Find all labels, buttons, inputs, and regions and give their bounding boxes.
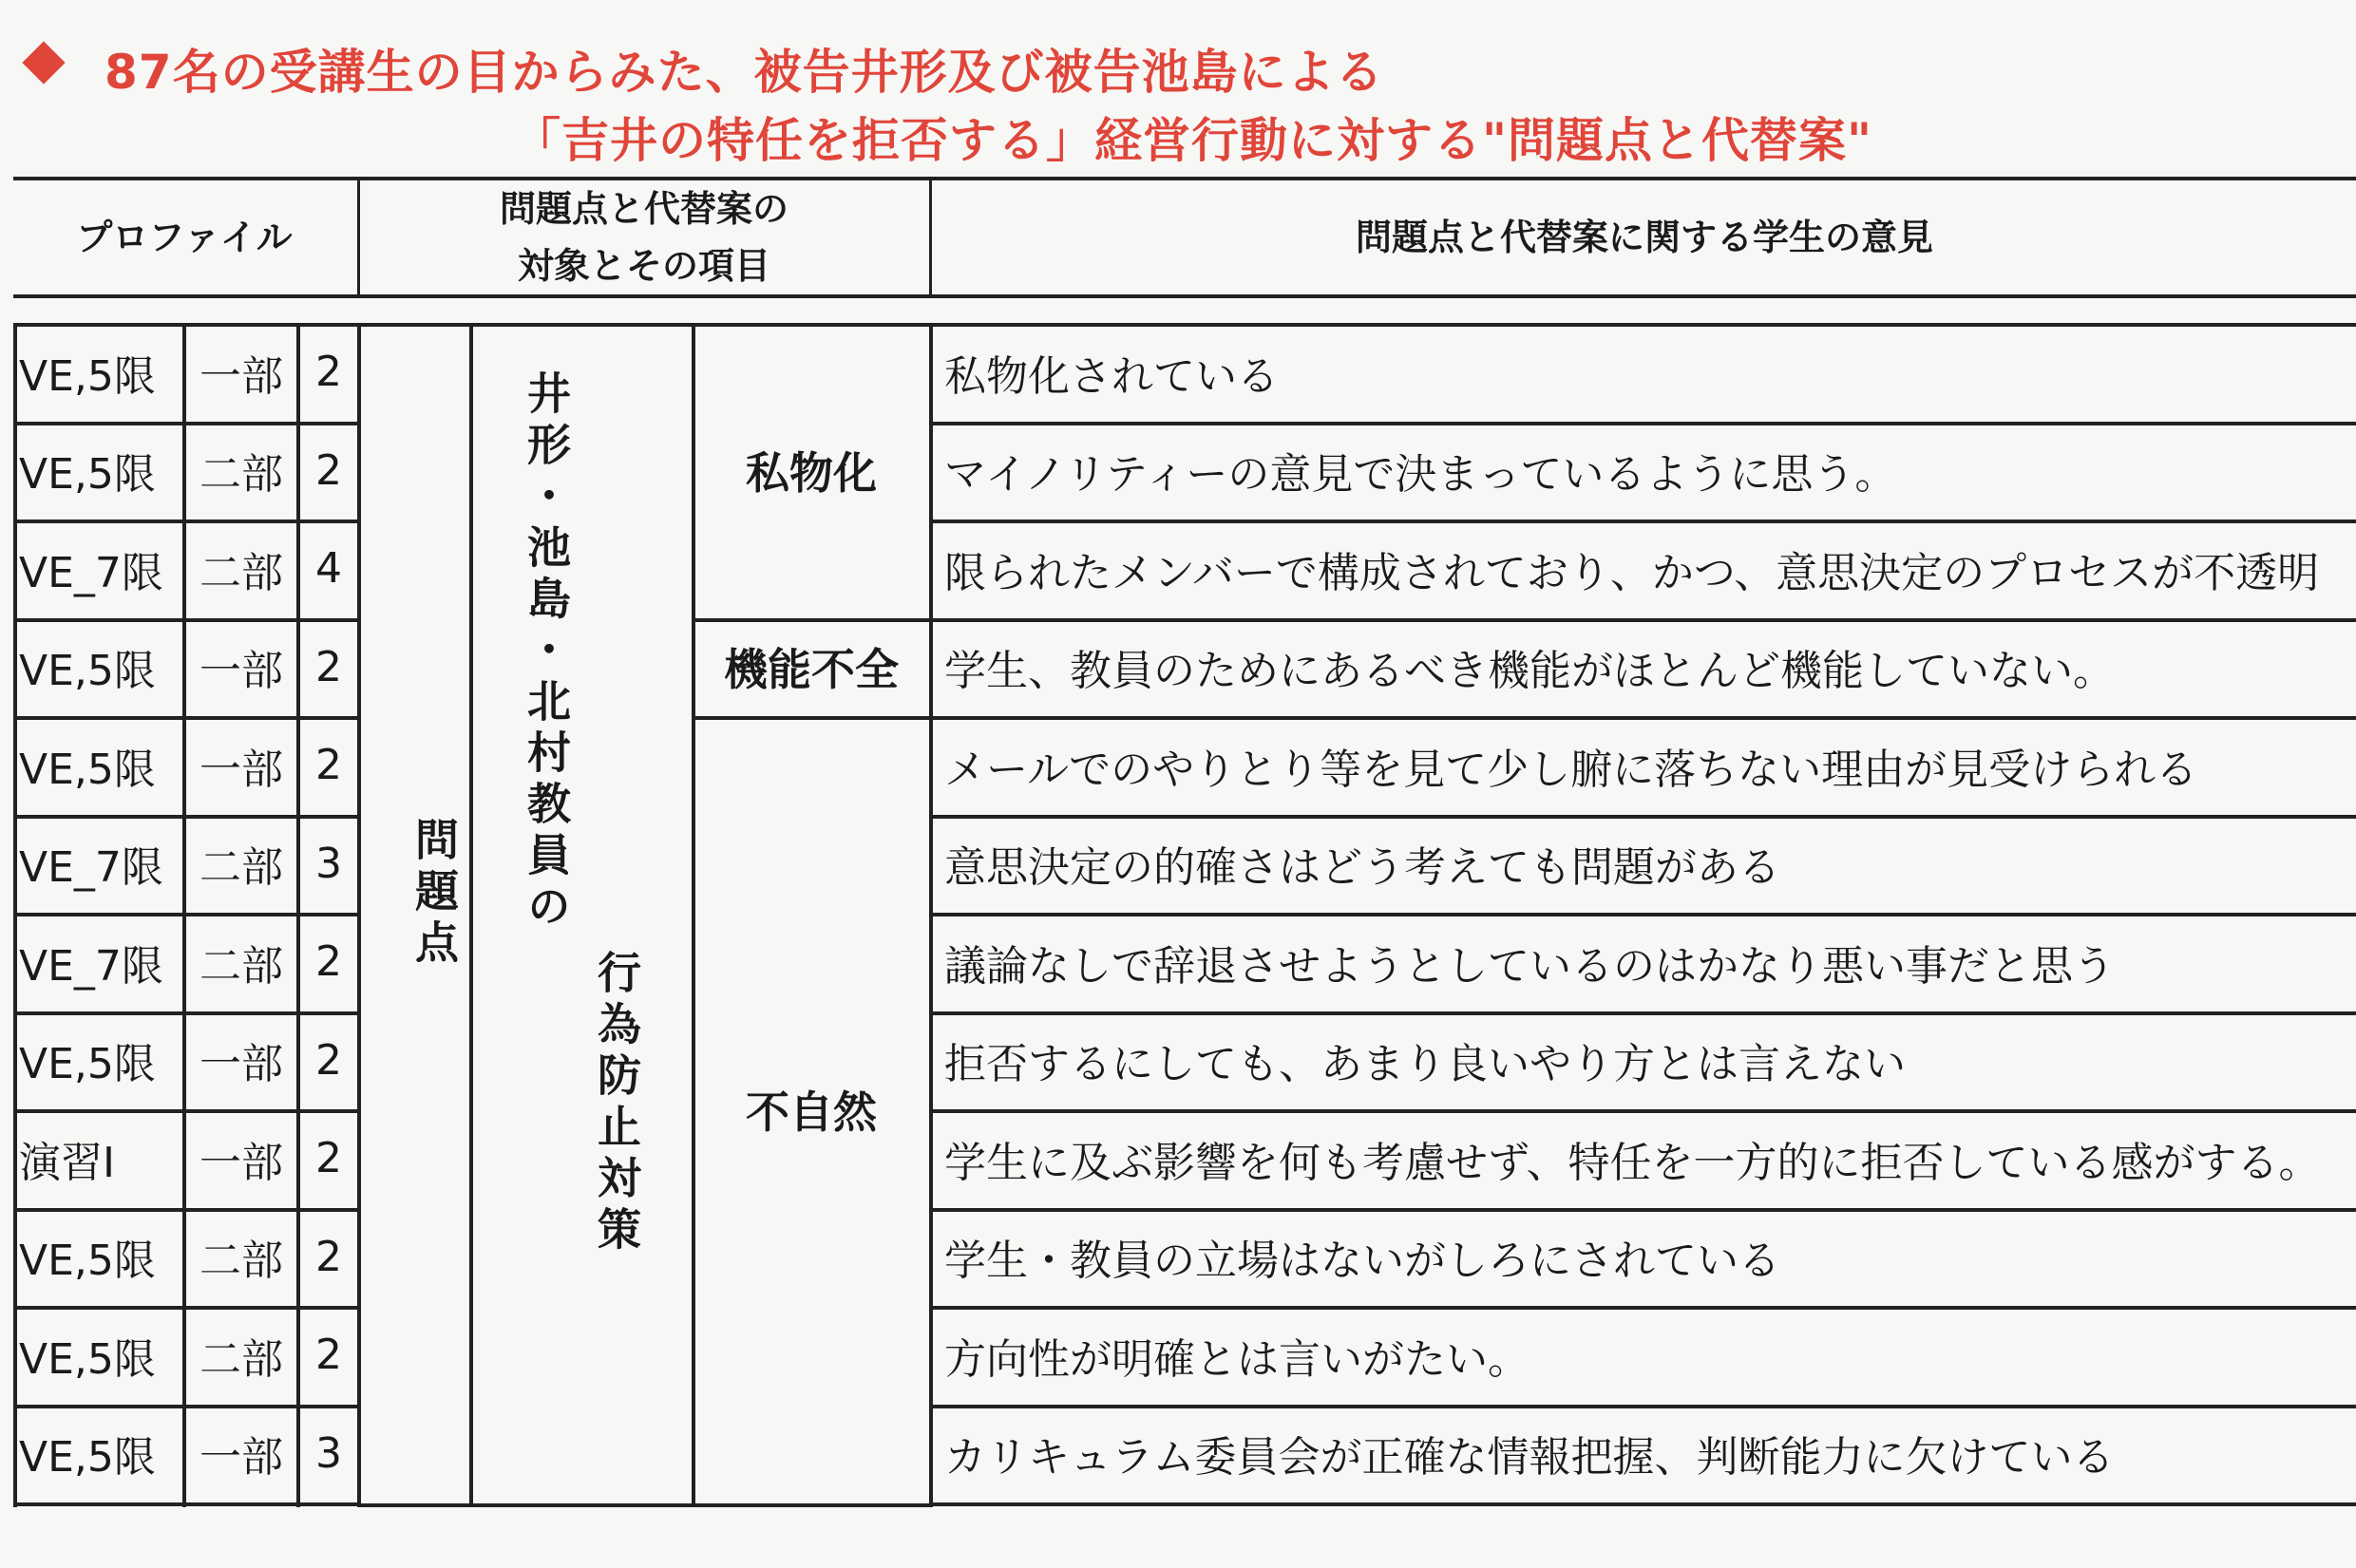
profile-section: 一部 <box>200 1138 283 1187</box>
table-rule <box>469 323 473 1507</box>
table-rule <box>13 422 359 425</box>
table-rule <box>933 520 2356 523</box>
header-opinion: 問題点と代替案に関する学生の意見 <box>1355 217 1933 258</box>
table-rule <box>929 323 933 1507</box>
table-rule <box>359 1503 694 1507</box>
table-rule <box>933 913 2356 916</box>
profile-section: 二部 <box>200 941 283 991</box>
table-rule <box>694 323 933 327</box>
table-rule <box>13 1502 359 1506</box>
table-rule <box>692 323 695 1507</box>
profile-count: 2 <box>315 1035 342 1085</box>
profile-section: 一部 <box>200 647 283 696</box>
profile-section: 二部 <box>200 843 283 893</box>
table-rule <box>13 1306 359 1310</box>
table-rule <box>933 422 2356 425</box>
header-divider <box>929 180 932 294</box>
table-rule <box>933 323 2356 327</box>
title-line-1: 87名の受講生の目からみた、被告井形及び被告池島による <box>104 45 1384 100</box>
table-rule <box>13 1208 359 1212</box>
table-rule <box>933 815 2356 819</box>
profile-course: VE,5限 <box>19 745 156 794</box>
title-line-2: 「吉井の特任を拒否する」経営行動に対する"問題点と代替案" <box>513 113 1873 168</box>
student-opinion: 議論なしで辞退させようとしているのはかなり悪い事だと思う <box>944 941 2115 991</box>
table-rule <box>933 1109 2356 1113</box>
profile-section: 一部 <box>200 1040 283 1089</box>
table-rule <box>933 1502 2356 1506</box>
profile-course: 演習Ⅰ <box>19 1138 115 1187</box>
title-bullet-diamond <box>22 41 65 84</box>
student-opinion: カリキュラム委員会が正確な情報把握、判断能力に欠けている <box>944 1433 2115 1483</box>
table-header <box>13 177 2356 298</box>
merged-problem: 問題点 <box>408 817 460 971</box>
header-profile: プロファイル <box>76 217 293 258</box>
table-rule <box>359 323 694 327</box>
table-rule <box>13 323 359 327</box>
profile-count: 2 <box>315 1134 342 1183</box>
table-rule <box>933 618 2356 622</box>
table-rule <box>357 323 361 1507</box>
header-target: 問題点と代替案の 対象とその項目 <box>499 188 788 287</box>
profile-count: 4 <box>315 544 342 594</box>
table-rule <box>13 815 359 819</box>
table-rule <box>13 1109 359 1113</box>
table-rule <box>694 716 933 720</box>
merged-countermeasure: 行為防止対策 <box>591 950 642 1257</box>
profile-course: VE_7限 <box>19 843 163 893</box>
profile-count: 2 <box>315 348 342 397</box>
student-opinion: マイノリティーの意見で決まっているように思う。 <box>944 450 1897 500</box>
profile-count: 2 <box>315 642 342 691</box>
profile-course: VE,5限 <box>19 351 156 401</box>
profile-count: 2 <box>315 1331 342 1380</box>
student-opinion: 拒否するにしても、あまり良いやり方とは言えない <box>944 1040 1906 1089</box>
profile-count: 2 <box>315 1232 342 1281</box>
table-rule <box>933 1208 2356 1212</box>
profile-count: 3 <box>315 1428 342 1478</box>
student-opinion: 意思決定の的確さはどう考えても問題がある <box>944 843 1780 893</box>
student-opinion: 学生に及ぶ影響を何も考慮せず、特任を一方的に拒否している感がする。 <box>944 1138 2321 1187</box>
profile-count: 2 <box>315 741 342 790</box>
table-rule <box>694 618 933 622</box>
table-rule <box>13 913 359 916</box>
opinion-table <box>13 323 2356 1503</box>
table-rule <box>933 1405 2356 1408</box>
student-opinion: 方向性が明確とは言いがたい。 <box>944 1334 1530 1384</box>
table-rule <box>13 520 359 523</box>
profile-course: VE,5限 <box>19 1237 156 1286</box>
profile-course: VE,5限 <box>19 1040 156 1089</box>
student-opinion: 学生・教員の立場はないがしろにされている <box>944 1237 1780 1286</box>
profile-section: 二部 <box>200 1237 283 1286</box>
profile-section: 一部 <box>200 1433 283 1483</box>
table-rule <box>13 716 359 720</box>
header-divider <box>357 180 360 294</box>
category-unnatural: 不自然 <box>746 1086 877 1138</box>
profile-course: VE,5限 <box>19 1334 156 1384</box>
profile-course: VE,5限 <box>19 1433 156 1483</box>
table-rule <box>13 1011 359 1015</box>
table-rule <box>182 323 186 1507</box>
profile-course: VE,5限 <box>19 647 156 696</box>
table-rule <box>13 1405 359 1408</box>
profile-section: 一部 <box>200 745 283 794</box>
student-opinion: 私物化されている <box>944 351 1279 401</box>
profile-section: 二部 <box>200 450 283 500</box>
table-rule <box>933 1011 2356 1015</box>
profile-count: 2 <box>315 445 342 495</box>
profile-section: 二部 <box>200 548 283 597</box>
category-malfunction: 機能不全 <box>724 643 899 695</box>
table-rule <box>933 1306 2356 1310</box>
student-opinion: メールでのやりとり等を見て少し腑に落ちない理由が見受けられる <box>944 745 2198 794</box>
student-opinion: 学生、教員のためにあるべき機能がほとんど機能していない。 <box>944 647 2115 696</box>
table-rule <box>694 1503 933 1507</box>
profile-course: VE,5限 <box>19 450 156 500</box>
table-rule <box>296 323 300 1507</box>
merged-subject: 井形・池島・北村教員の <box>521 370 572 935</box>
category-privatization: 私物化 <box>746 447 877 499</box>
profile-course: VE_7限 <box>19 548 163 597</box>
profile-course: VE_7限 <box>19 941 163 991</box>
profile-section: 一部 <box>200 351 283 401</box>
table-rule <box>933 716 2356 720</box>
profile-count: 3 <box>315 839 342 888</box>
student-opinion: 限られたメンバーで構成されており、かつ、意思決定のプロセスが不透明 <box>944 548 2320 597</box>
profile-count: 2 <box>315 937 342 987</box>
table-rule <box>13 323 17 1507</box>
table-rule <box>13 618 359 622</box>
profile-section: 二部 <box>200 1334 283 1384</box>
